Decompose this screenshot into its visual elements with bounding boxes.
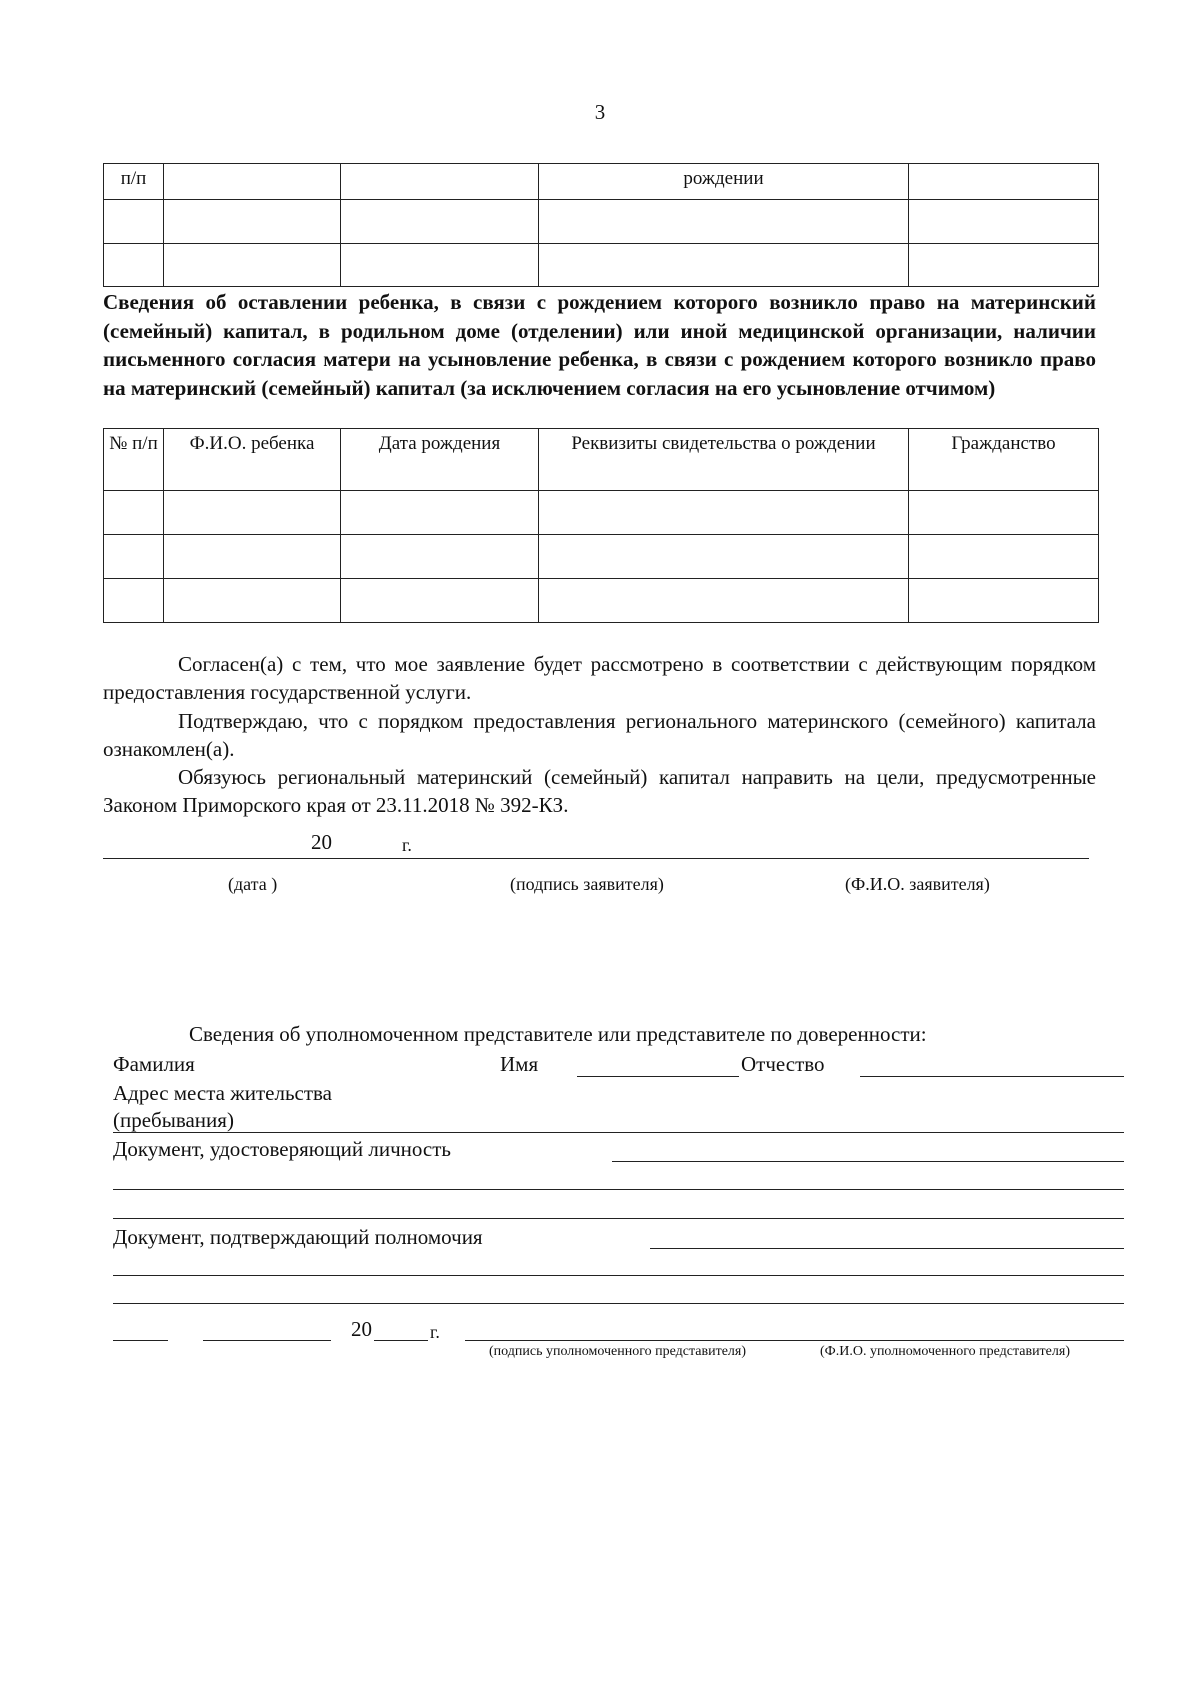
table-row [104, 491, 1099, 535]
table-cell[interactable] [909, 579, 1099, 623]
patronymic-field-line[interactable] [860, 1076, 1124, 1077]
applicant-year-prefix: 20 [311, 830, 332, 854]
column-header-child-name: Ф.И.О. ребенка [164, 429, 341, 491]
table-row [104, 579, 1099, 623]
statement-acknowledged: Подтверждаю, что с порядком предоставления регионального материнского (семейного) капитала ознакомлен(а). [103, 709, 1096, 761]
date-caption: (дата ) [228, 874, 278, 894]
table-cell[interactable] [909, 244, 1099, 287]
address-field-line[interactable] [113, 1132, 1124, 1133]
id-document-label: Документ, удостоверяющий личность [113, 1137, 451, 1161]
table-header-row [104, 429, 1099, 491]
name-field-line[interactable] [577, 1076, 739, 1077]
table-row [104, 535, 1099, 579]
address-label-line2: (пребывания) [113, 1108, 234, 1132]
table-row [104, 164, 1099, 200]
table-cell[interactable] [104, 200, 164, 244]
id-document-field-line[interactable] [612, 1161, 1124, 1162]
column-header-citizenship: Гражданство [909, 429, 1099, 491]
table-row [104, 244, 1099, 287]
rep-year-suffix: г. [430, 1322, 440, 1342]
table-cell[interactable] [164, 200, 341, 244]
representative-title: Сведения об уполномоченном представителе или представителе по доверенности: [189, 1022, 927, 1046]
authority-document-field-line-3[interactable] [113, 1303, 1124, 1304]
section-heading: Сведения об оставлении ребенка, в связи с рождением которого возникло право на материнский (семейный) капитал, в родильном доме (отделении) или иной медицинской организации, наличии письменного согласия матери на усыновление ребенка, в связи с рождением которого возникло право на материнский (семейный) капитал (за исключением согласия на его усыновление отчимом) [103, 290, 1096, 400]
rep-year-prefix: 20 [351, 1317, 372, 1341]
statement-obligation: Обязуюсь региональный материнский (семейный) капитал направить на цели, предусмотренные Законом Приморского края от 23.11.2018 № 392-КЗ. [103, 765, 1096, 817]
authority-document-field-line-2[interactable] [113, 1275, 1124, 1276]
table-cell[interactable] [164, 244, 341, 287]
column-header-certificate: Реквизиты свидетельства о рождении [539, 429, 909, 491]
table-cell[interactable] [341, 244, 539, 287]
table-cell[interactable] [341, 491, 539, 535]
authority-document-field-line[interactable] [650, 1248, 1124, 1249]
table-cell[interactable] [909, 535, 1099, 579]
authority-document-label: Документ, подтверждающий полномочия [113, 1225, 483, 1249]
page-number: 3 [594, 100, 606, 124]
table-cell[interactable] [341, 535, 539, 579]
rep-signature-caption: (подпись уполномоченного представителя) [489, 1344, 746, 1359]
table-cell[interactable] [104, 579, 164, 623]
month-field-line[interactable] [203, 1340, 331, 1341]
table-cell [909, 164, 1099, 200]
table-cell [341, 164, 539, 200]
top-table [103, 163, 1099, 287]
applicant-signature-line[interactable] [103, 858, 1089, 859]
table-cell[interactable] [341, 579, 539, 623]
rep-name-caption: (Ф.И.О. уполномоченного представителя) [820, 1344, 1070, 1359]
applicant-name-caption: (Ф.И.О. заявителя) [845, 874, 990, 894]
table-cell[interactable] [539, 535, 909, 579]
id-document-field-line-3[interactable] [113, 1218, 1124, 1219]
applicant-year-suffix: г. [402, 835, 412, 855]
patronymic-label: Отчество [741, 1052, 825, 1076]
children-table [103, 428, 1099, 623]
table-cell[interactable] [104, 244, 164, 287]
column-header-birth-date: Дата рождения [341, 429, 539, 491]
table-cell: п/п [104, 164, 164, 200]
table-cell[interactable] [104, 491, 164, 535]
day-field-line[interactable] [113, 1340, 168, 1341]
table-cell[interactable] [539, 491, 909, 535]
rep-signature-line[interactable] [465, 1340, 1124, 1341]
table-cell[interactable] [539, 579, 909, 623]
surname-label: Фамилия [113, 1052, 195, 1076]
id-document-field-line-2[interactable] [113, 1189, 1124, 1190]
table-cell[interactable] [909, 200, 1099, 244]
table-cell[interactable] [909, 491, 1099, 535]
statement-consent: Согласен(а) с тем, что мое заявление будет рассмотрено в соответствии с действующим порядком предоставления государственной услуги. [103, 652, 1096, 704]
year-field-line[interactable] [374, 1340, 428, 1341]
address-label-line1: Адрес места жительства [113, 1081, 332, 1105]
table-cell: рождении [539, 164, 909, 200]
name-label: Имя [500, 1052, 539, 1076]
table-cell[interactable] [539, 244, 909, 287]
table-cell[interactable] [104, 535, 164, 579]
table-cell[interactable] [539, 200, 909, 244]
table-cell[interactable] [164, 535, 341, 579]
signature-caption: (подпись заявителя) [510, 874, 664, 894]
table-cell [164, 164, 341, 200]
table-cell[interactable] [341, 200, 539, 244]
table-row [104, 200, 1099, 244]
table-cell[interactable] [164, 579, 341, 623]
table-cell[interactable] [164, 491, 341, 535]
column-header-number: № п/п [104, 429, 164, 491]
